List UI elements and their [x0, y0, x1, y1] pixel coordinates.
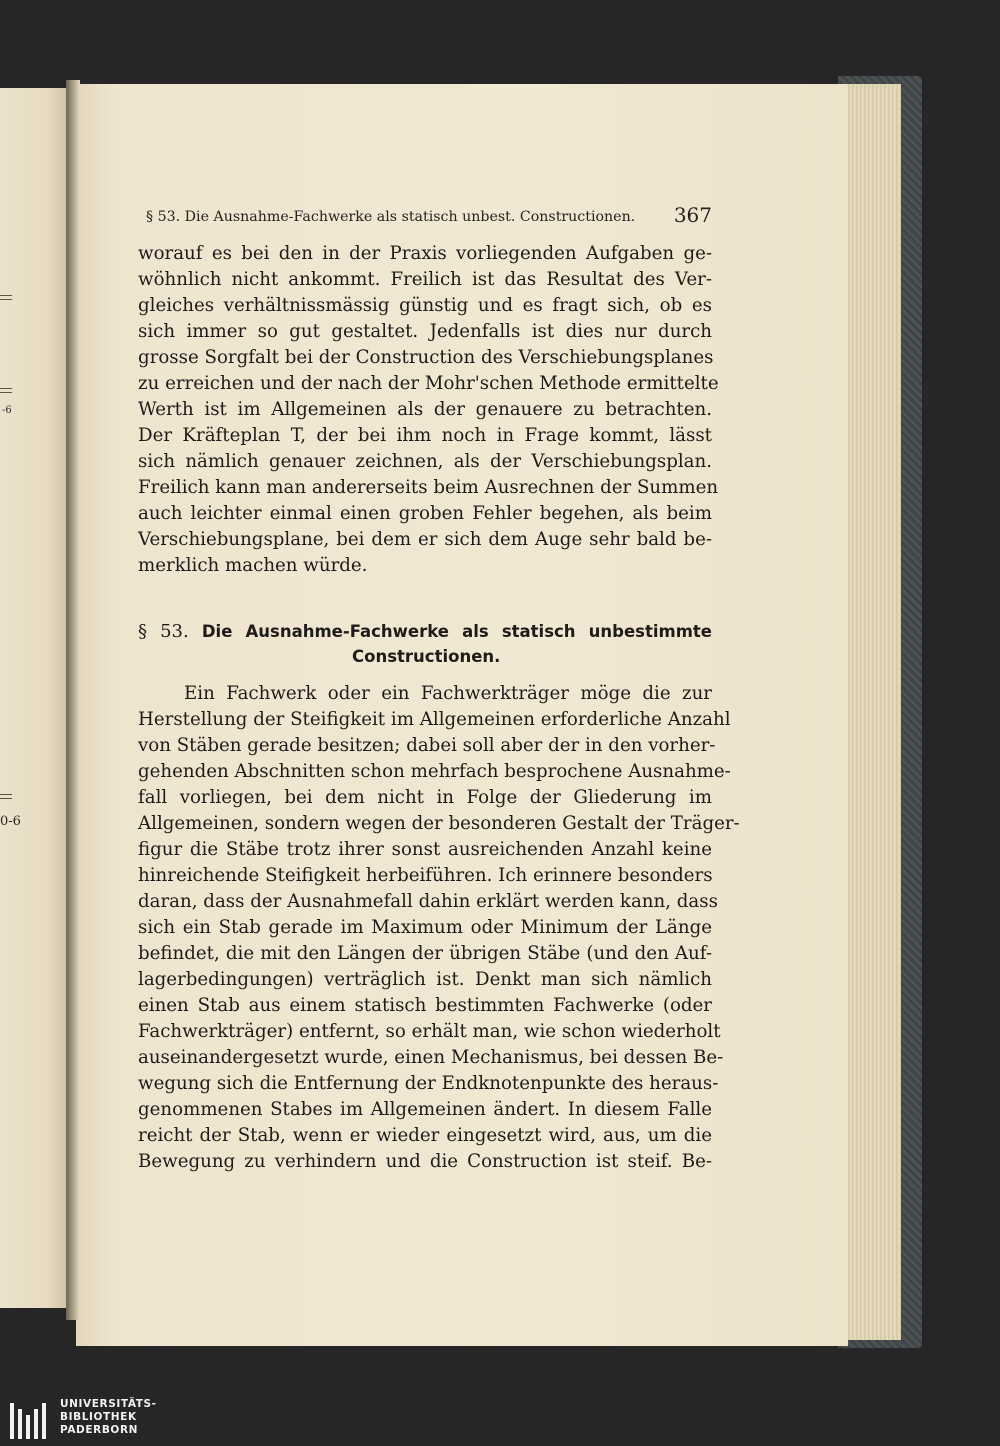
library-name-line-2: BIBLIOTHEK — [60, 1411, 137, 1423]
library-name-line-1: UNIVERSITÄTS- — [60, 1398, 157, 1410]
text-line: Allgemeinen, sondern wegen der besonderen Gestalt der Träger- — [138, 813, 740, 834]
text-line: daran, dass der Ausnahmefall dahin erklärt werden kann, dass — [138, 891, 718, 912]
text-line: Ein Fachwerk oder ein Fachwerkträger möge die zur — [184, 683, 712, 704]
section-title-line-2: Constructionen. — [352, 647, 501, 666]
text-line: Freilich kann man andererseits beim Ausrechnen der Summen — [138, 477, 719, 498]
page-number: 367 — [673, 203, 712, 227]
library-name-line-3: PADERBORN — [60, 1424, 139, 1436]
facing-page-rule — [0, 392, 12, 393]
text-line: Werth ist im Allgemeinen als der genauere zu betrachten. — [138, 399, 712, 420]
running-head-title: § 53. Die Ausnahme-Fachwerke als statisch unbest. Constructionen. — [146, 209, 636, 225]
facing-page-fragment — [0, 88, 68, 1308]
text-line: lagerbedingungen) verträglich ist. Denkt man sich nämlich — [138, 969, 712, 990]
text-line: auseinandergesetzt wurde, einen Mechanismus, bei dessen Be- — [138, 1047, 724, 1068]
text-line: reicht der Stab, wenn er wieder eingesetzt wird, aus, um die — [138, 1125, 712, 1146]
text-line: gleiches verhältnissmässig günstig und es fragt sich, ob es — [138, 295, 712, 316]
library-logo-icon — [10, 1403, 50, 1439]
facing-page-rule — [0, 794, 12, 795]
section-heading — [138, 620, 712, 644]
text-line: gehenden Abschnitten schon mehrfach besprochene Ausnahme- — [138, 761, 731, 782]
text-line: Herstellung der Steifigkeit im Allgemeinen erforderliche Anzahl — [138, 709, 731, 730]
facing-page-rule — [0, 295, 12, 296]
library-footer — [0, 1395, 1000, 1446]
text-line: befindet, die mit den Längen der übrigen Stäbe (und den Auf- — [138, 943, 712, 964]
text-line: fall vorliegen, bei dem nicht in Folge der Gliederung im — [138, 787, 712, 808]
text-line: Fachwerkträger) entfernt, so erhält man, wie schon wiederholt — [138, 1021, 721, 1042]
facing-page-mark: 0-6 — [0, 814, 21, 829]
text-line: sich ein Stab gerade im Maximum oder Minimum der Länge — [138, 917, 712, 938]
text-line: hinreichende Steifigkeit herbeiführen. Ich erinnere besonders — [138, 865, 713, 886]
text-line: grosse Sorgfalt bei der Construction des Verschiebungsplanes — [138, 347, 714, 368]
text-line: Bewegung zu verhindern und die Construction ist steif. Be- — [138, 1151, 712, 1172]
running-head — [146, 203, 712, 233]
facing-page-mark: -6 — [2, 405, 12, 416]
text-line: von Stäben gerade besitzen; dabei soll aber der in den vorher- — [138, 735, 716, 756]
section-title-line-1: Die Ausnahme-Fachwerke als statisch unbestimmte — [201, 622, 712, 641]
text-line: auch leichter einmal einen groben Fehler begehen, als beim — [138, 503, 712, 524]
text-line: zu erreichen und der nach der Mohr'schen Methode ermittelte — [138, 373, 719, 394]
facing-page-rule — [0, 388, 12, 389]
text-line: merklich machen würde. — [138, 555, 368, 576]
text-line: einen Stab aus einem statisch bestimmten Fachwerke (oder — [138, 995, 712, 1016]
text-line: worauf es bei den in der Praxis vorliegenden Aufgaben ge- — [138, 243, 712, 264]
text-line: wegung sich die Entfernung der Endknotenpunkte des heraus- — [138, 1073, 719, 1094]
text-line: Der Kräfteplan T, der bei ihm noch in Frage kommt, lässt — [138, 425, 712, 446]
text-line: sich immer so gut gestaltet. Jedenfalls ist dies nur durch — [138, 321, 712, 342]
text-line: wöhnlich nicht ankommt. Freilich ist das Resultat des Ver- — [138, 269, 712, 290]
text-line: genommenen Stabes im Allgemeinen ändert. In diesem Falle — [138, 1099, 712, 1120]
gutter-shadow — [66, 80, 80, 1320]
facing-page-rule — [0, 798, 12, 799]
text-line: Verschiebungsplane, bei dem er sich dem Auge sehr bald be- — [138, 529, 712, 550]
facing-page-rule — [0, 299, 12, 300]
text-line: sich nämlich genauer zeichnen, als der Verschiebungsplan. — [138, 451, 712, 472]
text-line: figur die Stäbe trotz ihrer sonst ausreichenden Anzahl keine — [138, 839, 712, 860]
section-number: § 53. — [138, 621, 189, 642]
